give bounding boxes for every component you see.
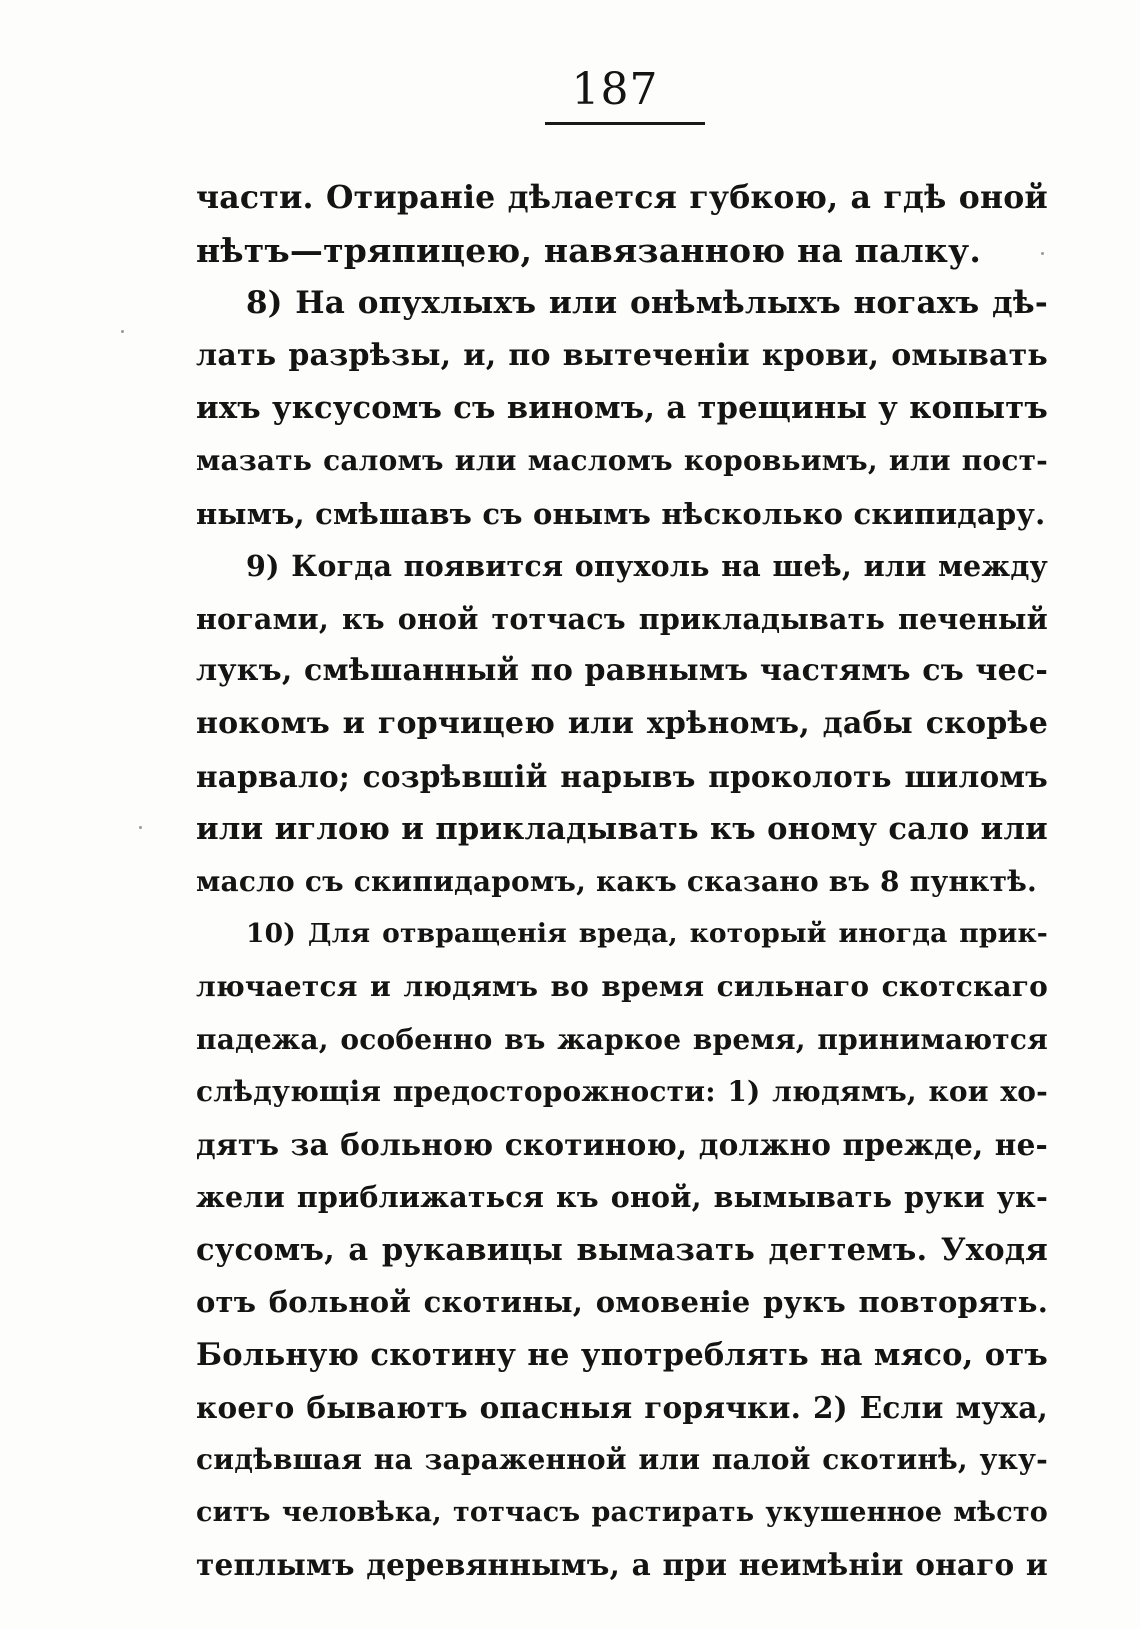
- text-line: падежа, особенно въ жаркое время, принимаются: [196, 1022, 1048, 1056]
- page-number: 187: [571, 64, 659, 115]
- text-line: нарвало; созрѣвшій нарывъ проколоть шиломъ: [196, 758, 1048, 794]
- text-line: лукъ, смѣшанный по равнымъ частямъ съ чес-: [196, 653, 1048, 689]
- text-line: нокомъ и горчицею или хрѣномъ, дабы скорѣе: [196, 705, 1048, 741]
- text-line: ногами, къ оной тотчасъ прикладывать печеный: [196, 601, 1048, 636]
- text-line: лать разрѣзы, и, по вытеченіи крови, омывать: [196, 337, 1048, 373]
- print-speck: [1041, 252, 1044, 255]
- text-line: сусомъ, а рукавицы вымазать дегтемъ. Уходя: [196, 1231, 1048, 1268]
- text-line: ихъ уксусомъ съ виномъ, а трещины у копытъ: [196, 390, 1048, 427]
- text-line: нымъ, смѣшавъ съ онымъ нѣсколько скипидару.: [196, 496, 1046, 531]
- text-line: 10) Для отвращенія вреда, который иногда прик-: [246, 918, 1048, 950]
- print-speck: [139, 826, 142, 829]
- text-line: слѣдующія предосторожности: 1) людямъ, кои хо-: [196, 1075, 1048, 1109]
- text-line: теплымъ деревяннымъ, а при неимѣніи онаго и: [196, 1547, 1048, 1583]
- header-rule: [545, 122, 705, 125]
- text-line: отъ больной скотины, омовеніе рукъ повторять.: [196, 1285, 1048, 1320]
- text-line: или иглою и прикладывать къ оному сало или: [196, 811, 1048, 848]
- print-speck: [121, 330, 124, 333]
- text-line: 9) Когда появится опухоль на шеѣ, или между: [246, 549, 1048, 584]
- body-text: [196, 172, 1048, 1592]
- text-line: 8) На опухлыхъ или онѣмѣлыхъ ногахъ дѣ-: [246, 285, 1048, 322]
- text-line: нѣтъ—тряпицею, навязанною на палку.: [196, 230, 982, 270]
- text-line: масло съ скипидаромъ, какъ сказано въ 8 пунктѣ.: [196, 864, 1037, 898]
- text-line: части. Отираніе дѣлается губкою, а гдѣ оной: [196, 179, 1048, 216]
- text-line: ситъ человѣка, тотчасъ растирать укушенное мѣсто: [196, 1496, 1048, 1528]
- text-line: дятъ за больною скотиною, должно прежде, не-: [196, 1126, 1048, 1162]
- text-line: жели приближаться къ оной, вымывать руки ук-: [196, 1180, 1048, 1215]
- text-line: мазать саломъ или масломъ коровьимъ, или пост-: [196, 443, 1048, 477]
- text-line: Больную скотину не употреблять на мясо, отъ: [196, 1337, 1048, 1374]
- text-line: сидѣвшая на зараженной или палой скотинѣ, уку-: [196, 1443, 1048, 1477]
- text-line: лючается и людямъ во время сильнаго скотскаго: [196, 969, 1048, 1003]
- text-line: коего бываютъ опасныя горячки. 2) Если муха,: [196, 1389, 1048, 1425]
